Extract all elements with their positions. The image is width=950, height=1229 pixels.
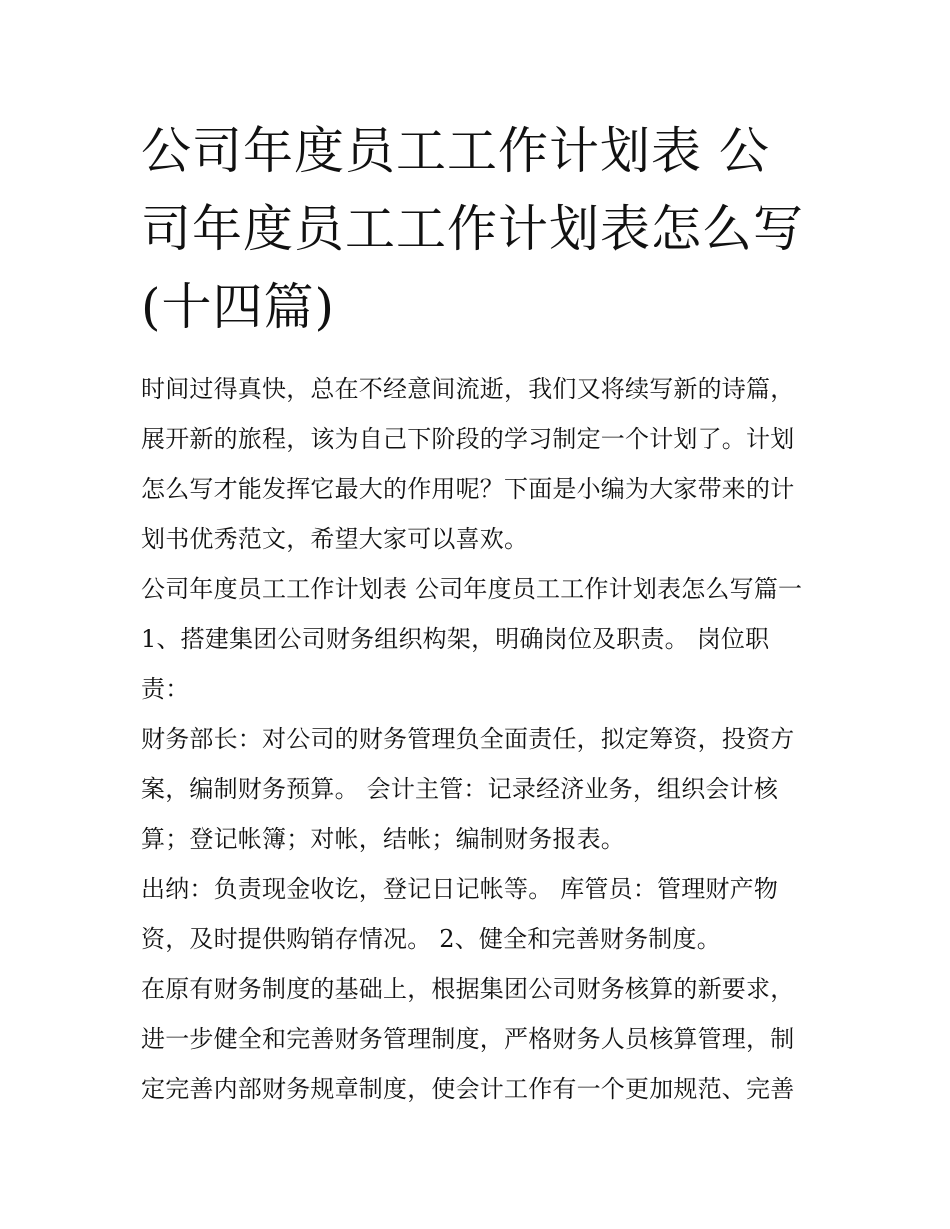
paragraph-finance-system: 在原有财务制度的基础上，根据集团公司财务核算的新要求，进一步健全和完善财务管理制度，严格财务人员核算管理，制定完善内部财务规章制度，使会计工作有一个更加规范、完善	[141, 975, 795, 1103]
paragraph-section-one: 公司年度员工工作计划表 公司年度员工工作计划表怎么写篇一 1、搭建集团公司财务组织构架，明确岗位及职责。 岗位职责：	[141, 575, 803, 703]
paragraph-finance-roles: 财务部长：对公司的财务管理负全面责任，拟定筹资，投资方案，编制财务预算。 会计主管：记录经济业务，组织会计核算；登记帐簿；对帐，结帐；编制财务报表。	[141, 725, 795, 853]
paragraph-intro: 时间过得真快，总在不经意间流逝，我们又将续写新的诗篇，展开新的旅程，该为自己下阶段的学习制定一个计划了。计划怎么写才能发挥它最大的作用呢？下面是小编为大家带来的计划书优秀范文，希望大家可以喜欢。	[141, 375, 795, 553]
document-page	[141, 112, 813, 1114]
document-title: 公司年度员工工作计划表 公司年度员工工作计划表怎么写(十四篇)	[141, 122, 804, 336]
paragraph-cashier-roles: 出纳：负责现金收讫，登记日记帐等。 库管员：管理财产物资，及时提供购销存情况。 2、健全和完善财务制度。	[141, 875, 779, 953]
